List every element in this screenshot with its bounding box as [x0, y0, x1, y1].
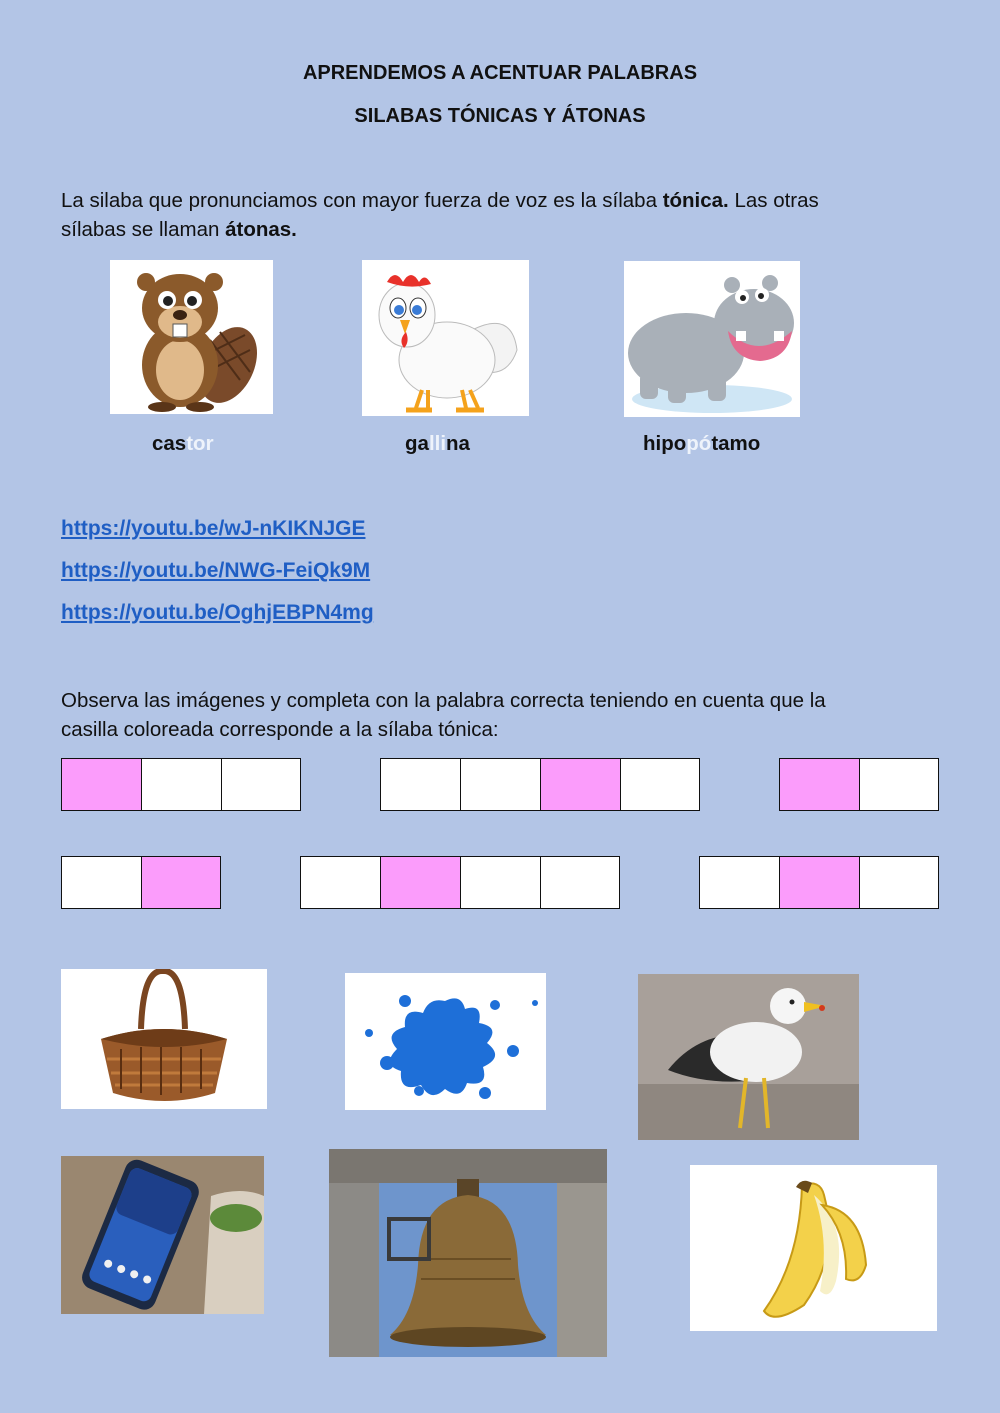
- instructions-paragraph: [61, 686, 951, 744]
- video-link-1[interactable]: https://youtu.be/wJ-nKIKNJGE: [61, 517, 366, 540]
- syllable-box[interactable]: [380, 758, 461, 811]
- intro-bold-atonas: átonas.: [225, 218, 297, 241]
- syllable-box[interactable]: [61, 856, 142, 909]
- atonic-syllable: na: [446, 432, 470, 455]
- tonic-syllable: lli: [428, 432, 447, 455]
- page-subtitle: SILABAS TÓNICAS Y ÁTONAS: [354, 105, 646, 127]
- example-word-castor: [152, 432, 214, 456]
- intro-paragraph: [61, 186, 951, 244]
- syllable-box-tonic[interactable]: [141, 856, 221, 909]
- syllable-box[interactable]: [540, 856, 620, 909]
- intro-bold-tonica: tónica.: [662, 189, 729, 212]
- basket-photo: [61, 969, 267, 1109]
- syllable-box[interactable]: [620, 758, 700, 811]
- syllable-box[interactable]: [699, 856, 780, 909]
- intro-text: La silaba que pronunciamos con mayor fuerza de voz es la sílaba: [61, 189, 663, 212]
- syllable-box-tonic[interactable]: [540, 758, 621, 811]
- page-title: APRENDEMOS A ACENTUAR PALABRAS: [302, 62, 698, 84]
- seagull-photo: [638, 974, 859, 1140]
- instructions-text: Observa las imágenes y completa con la palabra correcta teniendo en cuenta que la: [61, 689, 826, 712]
- blue-paint-splash: [345, 973, 546, 1110]
- atonic-syllable: ga: [405, 432, 429, 455]
- intro-text: Las otras: [728, 189, 819, 212]
- banana-photo: [690, 1165, 937, 1331]
- intro-text: sílabas se llaman: [61, 218, 226, 241]
- atonic-syllable: hipo: [643, 432, 687, 455]
- atonic-syllable: cas: [152, 432, 187, 455]
- syllable-box-tonic[interactable]: [779, 856, 860, 909]
- example-word-gallina: [405, 432, 470, 456]
- bell-photo: [329, 1149, 607, 1357]
- tonic-syllable: tor: [186, 432, 214, 455]
- instructions-text: casilla coloreada corresponde a la sílaba tónica:: [61, 718, 499, 741]
- smartphone-photo: [61, 1156, 264, 1314]
- syllable-box[interactable]: [460, 758, 541, 811]
- syllable-box[interactable]: [460, 856, 541, 909]
- beaver-image: [110, 260, 273, 414]
- syllable-box[interactable]: [859, 856, 939, 909]
- syllable-box-tonic[interactable]: [380, 856, 461, 909]
- atonic-syllable: tamo: [711, 432, 761, 455]
- video-link-3[interactable]: https://youtu.be/OghjEBPN4mg: [61, 601, 374, 624]
- syllable-box-tonic[interactable]: [61, 758, 142, 811]
- video-link-2[interactable]: https://youtu.be/NWG-FeiQk9M: [61, 559, 371, 582]
- syllable-box[interactable]: [221, 758, 301, 811]
- syllable-box-tonic[interactable]: [779, 758, 860, 811]
- tonic-syllable: pó: [686, 432, 712, 455]
- syllable-box[interactable]: [141, 758, 222, 811]
- example-word-hipopotamo: [643, 432, 760, 456]
- syllable-box[interactable]: [859, 758, 939, 811]
- hippo-image: [624, 261, 800, 417]
- syllable-box[interactable]: [300, 856, 381, 909]
- hen-image: [362, 260, 529, 416]
